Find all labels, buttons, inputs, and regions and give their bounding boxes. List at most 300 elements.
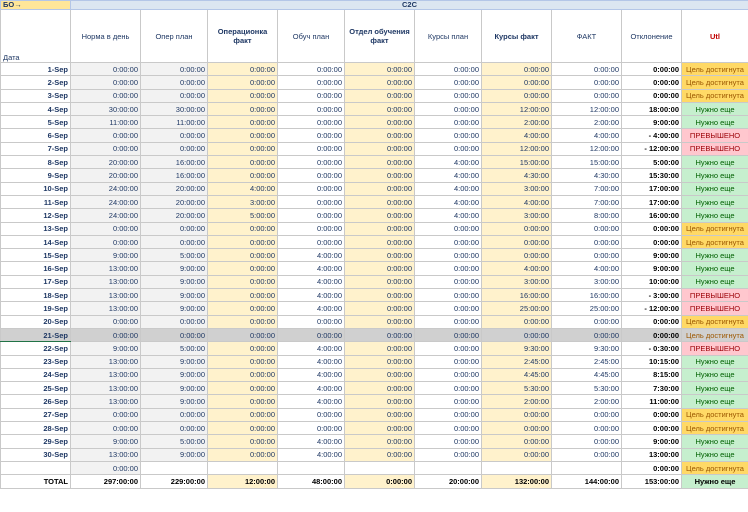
deviation-cell[interactable]: 15:30:00	[622, 169, 682, 182]
status-cell[interactable]: Цель достигнута	[682, 461, 748, 474]
header-train-fact[interactable]: Отдел обучения факт	[345, 10, 415, 63]
fact-cell[interactable]: 0:00:00	[552, 315, 622, 328]
date-cell[interactable]: 17-Sep	[1, 275, 71, 288]
norm-cell[interactable]: 0:00:00	[71, 422, 141, 435]
op-plan-cell[interactable]: 16:00:00	[141, 169, 208, 182]
train-fact-cell[interactable]: 0:00:00	[345, 169, 415, 182]
course-fact-cell[interactable]: 0:00:00	[482, 315, 552, 328]
course-fact-cell[interactable]: 0:00:00	[482, 235, 552, 248]
total-cell[interactable]: 153:00:00	[622, 475, 682, 488]
deviation-cell[interactable]: 8:15:00	[622, 368, 682, 381]
op-plan-cell[interactable]: 30:00:00	[141, 102, 208, 115]
header-norm[interactable]: Норма в день	[71, 10, 141, 63]
norm-cell[interactable]: 0:00:00	[71, 89, 141, 102]
status-cell[interactable]: Нужно еще	[682, 102, 748, 115]
total-cell[interactable]: 297:00:00	[71, 475, 141, 488]
norm-cell[interactable]: 13:00:00	[71, 355, 141, 368]
deviation-cell[interactable]: 0:00:00	[622, 422, 682, 435]
train-plan-cell[interactable]: 4:00:00	[278, 275, 345, 288]
fact-cell[interactable]: 0:00:00	[552, 89, 622, 102]
course-fact-cell[interactable]: 0:00:00	[482, 408, 552, 421]
norm-cell[interactable]: 20:00:00	[71, 156, 141, 169]
norm-cell[interactable]: 9:00:00	[71, 435, 141, 448]
norm-cell[interactable]: 24:00:00	[71, 182, 141, 195]
op-fact-cell[interactable]: 0:00:00	[208, 262, 278, 275]
norm-cell[interactable]: 13:00:00	[71, 289, 141, 302]
train-plan-cell[interactable]: 0:00:00	[278, 76, 345, 89]
op-plan-cell[interactable]: 5:00:00	[141, 435, 208, 448]
course-plan-cell[interactable]: 0:00:00	[415, 328, 482, 341]
train-plan-cell[interactable]: 0:00:00	[278, 129, 345, 142]
train-fact-cell[interactable]: 0:00:00	[345, 355, 415, 368]
course-fact-cell[interactable]: 0:00:00	[482, 89, 552, 102]
train-fact-cell[interactable]: 0:00:00	[345, 249, 415, 262]
op-plan-cell[interactable]: 0:00:00	[141, 408, 208, 421]
status-cell[interactable]: ПРЕВЫШЕНО	[682, 142, 748, 155]
fact-cell[interactable]: 25:00:00	[552, 302, 622, 315]
course-plan-cell[interactable]: 0:00:00	[415, 235, 482, 248]
course-plan-cell[interactable]: 0:00:00	[415, 395, 482, 408]
date-cell[interactable]: 24-Sep	[1, 368, 71, 381]
fact-cell[interactable]: 0:00:00	[552, 222, 622, 235]
train-fact-cell[interactable]: 0:00:00	[345, 262, 415, 275]
course-fact-cell[interactable]: 2:00:00	[482, 116, 552, 129]
course-fact-cell[interactable]: 2:45:00	[482, 355, 552, 368]
op-fact-cell[interactable]: 0:00:00	[208, 169, 278, 182]
header-course-fact[interactable]: Курсы факт	[482, 10, 552, 63]
header-fact[interactable]: ФАКТ	[552, 10, 622, 63]
course-plan-cell[interactable]: 0:00:00	[415, 368, 482, 381]
op-fact-cell[interactable]: 0:00:00	[208, 435, 278, 448]
deviation-cell[interactable]: 9:00:00	[622, 435, 682, 448]
norm-cell[interactable]: 13:00:00	[71, 368, 141, 381]
deviation-cell[interactable]: 0:00:00	[622, 89, 682, 102]
date-cell[interactable]: 8-Sep	[1, 156, 71, 169]
norm-cell[interactable]: 11:00:00	[71, 116, 141, 129]
train-plan-cell[interactable]: 4:00:00	[278, 395, 345, 408]
norm-cell[interactable]: 0:00:00	[71, 408, 141, 421]
course-fact-cell[interactable]: 0:00:00	[482, 249, 552, 262]
train-fact-cell[interactable]: 0:00:00	[345, 408, 415, 421]
op-plan-cell[interactable]: 16:00:00	[141, 156, 208, 169]
course-fact-cell[interactable]: 4:45:00	[482, 368, 552, 381]
fact-cell[interactable]: 7:00:00	[552, 195, 622, 208]
total-cell[interactable]: 144:00:00	[552, 475, 622, 488]
course-plan-cell[interactable]: 0:00:00	[415, 142, 482, 155]
op-fact-cell[interactable]: 0:00:00	[208, 63, 278, 76]
header-train-plan[interactable]: Обуч план	[278, 10, 345, 63]
header-deviation[interactable]: Отклонение	[622, 10, 682, 63]
status-cell[interactable]: Нужно еще	[682, 169, 748, 182]
train-plan-cell[interactable]: 4:00:00	[278, 368, 345, 381]
op-plan-cell[interactable]: 9:00:00	[141, 355, 208, 368]
total-cell[interactable]: 132:00:00	[482, 475, 552, 488]
course-fact-cell[interactable]: 4:00:00	[482, 195, 552, 208]
fact-cell[interactable]: 16:00:00	[552, 289, 622, 302]
deviation-cell[interactable]: 16:00:00	[622, 209, 682, 222]
op-fact-cell[interactable]: 0:00:00	[208, 89, 278, 102]
fact-cell[interactable]: 2:45:00	[552, 355, 622, 368]
course-plan-cell[interactable]: 0:00:00	[415, 262, 482, 275]
total-cell[interactable]: 48:00:00	[278, 475, 345, 488]
course-plan-cell[interactable]: 0:00:00	[415, 63, 482, 76]
course-plan-cell[interactable]: 0:00:00	[415, 355, 482, 368]
course-fact-cell[interactable]: 16:00:00	[482, 289, 552, 302]
op-fact-cell[interactable]: 0:00:00	[208, 235, 278, 248]
op-plan-cell[interactable]: 0:00:00	[141, 315, 208, 328]
total-cell[interactable]: 0:00:00	[345, 475, 415, 488]
date-cell[interactable]: 7-Sep	[1, 142, 71, 155]
norm-cell[interactable]: 0:00:00	[71, 235, 141, 248]
fact-cell[interactable]: 4:00:00	[552, 262, 622, 275]
date-cell[interactable]: 1-Sep	[1, 63, 71, 76]
fact-cell[interactable]: 4:45:00	[552, 368, 622, 381]
op-fact-cell[interactable]: 0:00:00	[208, 368, 278, 381]
total-cell[interactable]: 12:00:00	[208, 475, 278, 488]
course-fact-cell[interactable]: 0:00:00	[482, 76, 552, 89]
norm-cell[interactable]: 24:00:00	[71, 209, 141, 222]
op-fact-cell[interactable]: 0:00:00	[208, 328, 278, 341]
deviation-cell[interactable]: 0:00:00	[622, 315, 682, 328]
op-plan-cell[interactable]: 9:00:00	[141, 289, 208, 302]
course-fact-cell[interactable]: 25:00:00	[482, 302, 552, 315]
op-fact-cell[interactable]: 0:00:00	[208, 129, 278, 142]
status-cell[interactable]: Нужно еще	[682, 195, 748, 208]
op-fact-cell[interactable]: 0:00:00	[208, 342, 278, 355]
op-plan-cell[interactable]: 20:00:00	[141, 195, 208, 208]
status-cell[interactable]: ПРЕВЫШЕНО	[682, 289, 748, 302]
norm-cell[interactable]: 0:00:00	[71, 63, 141, 76]
op-fact-cell[interactable]: 0:00:00	[208, 395, 278, 408]
op-plan-cell[interactable]: 0:00:00	[141, 422, 208, 435]
date-cell[interactable]: 9-Sep	[1, 169, 71, 182]
train-fact-cell[interactable]: 0:00:00	[345, 63, 415, 76]
course-fact-cell[interactable]: 12:00:00	[482, 142, 552, 155]
deviation-cell[interactable]: 17:00:00	[622, 182, 682, 195]
fact-cell[interactable]: 0:00:00	[552, 448, 622, 461]
train-fact-cell[interactable]: 0:00:00	[345, 209, 415, 222]
op-fact-cell[interactable]: 0:00:00	[208, 275, 278, 288]
norm-cell[interactable]: 13:00:00	[71, 448, 141, 461]
train-plan-cell[interactable]: 0:00:00	[278, 422, 345, 435]
course-plan-cell[interactable]: 0:00:00	[415, 116, 482, 129]
op-fact-cell[interactable]: 0:00:00	[208, 116, 278, 129]
norm-cell[interactable]: 0:00:00	[71, 222, 141, 235]
deviation-cell[interactable]: 0:00:00	[622, 328, 682, 341]
deviation-cell[interactable]: 9:00:00	[622, 116, 682, 129]
fact-cell[interactable]: 5:30:00	[552, 382, 622, 395]
course-plan-cell[interactable]: 0:00:00	[415, 302, 482, 315]
train-plan-cell[interactable]: 0:00:00	[278, 222, 345, 235]
fact-cell[interactable]: 12:00:00	[552, 102, 622, 115]
date-cell[interactable]: 10-Sep	[1, 182, 71, 195]
date-cell[interactable]: 28-Sep	[1, 422, 71, 435]
course-fact-cell[interactable]: 0:00:00	[482, 63, 552, 76]
total-cell[interactable]: 229:00:00	[141, 475, 208, 488]
fact-cell[interactable]: 15:00:00	[552, 156, 622, 169]
total-cell[interactable]: 20:00:00	[415, 475, 482, 488]
norm-cell[interactable]: 0:00:00	[71, 142, 141, 155]
deviation-cell[interactable]: 0:00:00	[622, 235, 682, 248]
norm-cell[interactable]: 0:00:00	[71, 315, 141, 328]
train-fact-cell[interactable]: 0:00:00	[345, 422, 415, 435]
train-fact-cell[interactable]	[345, 461, 415, 474]
header-op-plan[interactable]: Опер план	[141, 10, 208, 63]
train-plan-cell[interactable]: 0:00:00	[278, 209, 345, 222]
course-plan-cell[interactable]: 0:00:00	[415, 129, 482, 142]
course-fact-cell[interactable]: 0:00:00	[482, 222, 552, 235]
train-fact-cell[interactable]: 0:00:00	[345, 315, 415, 328]
op-fact-cell[interactable]: 0:00:00	[208, 156, 278, 169]
status-cell[interactable]: Цель достигнута	[682, 89, 748, 102]
op-fact-cell[interactable]: 5:00:00	[208, 209, 278, 222]
train-fact-cell[interactable]: 0:00:00	[345, 395, 415, 408]
status-cell[interactable]: ПРЕВЫШЕНО	[682, 342, 748, 355]
status-cell[interactable]: Нужно еще	[682, 448, 748, 461]
status-cell[interactable]: Нужно еще	[682, 355, 748, 368]
status-cell[interactable]: Цель достигнута	[682, 63, 748, 76]
train-fact-cell[interactable]: 0:00:00	[345, 222, 415, 235]
train-fact-cell[interactable]: 0:00:00	[345, 129, 415, 142]
train-plan-cell[interactable]: 4:00:00	[278, 355, 345, 368]
course-fact-cell[interactable]: 3:00:00	[482, 209, 552, 222]
section-title[interactable]: C2C	[71, 1, 748, 10]
fact-cell[interactable]: 9:30:00	[552, 342, 622, 355]
train-plan-cell[interactable]: 4:00:00	[278, 249, 345, 262]
op-fact-cell[interactable]: 0:00:00	[208, 289, 278, 302]
status-cell[interactable]: Цель достигнута	[682, 315, 748, 328]
op-fact-cell[interactable]: 0:00:00	[208, 102, 278, 115]
corner-cell[interactable]: БО→	[1, 1, 71, 10]
train-plan-cell[interactable]: 0:00:00	[278, 142, 345, 155]
course-fact-cell[interactable]: 2:00:00	[482, 395, 552, 408]
op-fact-cell[interactable]: 0:00:00	[208, 249, 278, 262]
date-cell[interactable]: 27-Sep	[1, 408, 71, 421]
op-plan-cell[interactable]: 11:00:00	[141, 116, 208, 129]
op-plan-cell[interactable]: 9:00:00	[141, 275, 208, 288]
op-plan-cell[interactable]: 9:00:00	[141, 262, 208, 275]
deviation-cell[interactable]: - 12:00:00	[622, 142, 682, 155]
norm-cell[interactable]: 13:00:00	[71, 382, 141, 395]
op-plan-cell[interactable]: 0:00:00	[141, 76, 208, 89]
deviation-cell[interactable]: 10:15:00	[622, 355, 682, 368]
fact-cell[interactable]: 4:00:00	[552, 129, 622, 142]
norm-cell[interactable]: 13:00:00	[71, 262, 141, 275]
deviation-cell[interactable]: 9:00:00	[622, 262, 682, 275]
status-cell[interactable]: Цель достигнута	[682, 422, 748, 435]
op-plan-cell[interactable]: 20:00:00	[141, 182, 208, 195]
fact-cell[interactable]: 0:00:00	[552, 63, 622, 76]
train-plan-cell[interactable]: 0:00:00	[278, 116, 345, 129]
date-cell[interactable]: 22-Sep	[1, 342, 71, 355]
fact-cell[interactable]: 8:00:00	[552, 209, 622, 222]
course-plan-cell[interactable]: 0:00:00	[415, 89, 482, 102]
train-plan-cell[interactable]: 4:00:00	[278, 262, 345, 275]
header-util[interactable]: Utl	[682, 10, 748, 63]
train-fact-cell[interactable]: 0:00:00	[345, 76, 415, 89]
norm-cell[interactable]: 30:00:00	[71, 102, 141, 115]
train-plan-cell[interactable]: 0:00:00	[278, 235, 345, 248]
fact-cell[interactable]: 4:30:00	[552, 169, 622, 182]
header-course-plan[interactable]: Курсы план	[415, 10, 482, 63]
deviation-cell[interactable]: 0:00:00	[622, 222, 682, 235]
status-cell[interactable]: Нужно еще	[682, 209, 748, 222]
course-plan-cell[interactable]: 0:00:00	[415, 448, 482, 461]
course-plan-cell[interactable]: 4:00:00	[415, 156, 482, 169]
train-plan-cell[interactable]: 0:00:00	[278, 89, 345, 102]
train-fact-cell[interactable]: 0:00:00	[345, 448, 415, 461]
course-fact-cell[interactable]: 9:30:00	[482, 342, 552, 355]
course-plan-cell[interactable]	[415, 461, 482, 474]
course-plan-cell[interactable]: 0:00:00	[415, 249, 482, 262]
deviation-cell[interactable]: 0:00:00	[622, 63, 682, 76]
op-plan-cell[interactable]: 20:00:00	[141, 209, 208, 222]
train-plan-cell[interactable]: 0:00:00	[278, 102, 345, 115]
status-cell[interactable]: Нужно еще	[682, 275, 748, 288]
train-fact-cell[interactable]: 0:00:00	[345, 235, 415, 248]
status-cell[interactable]: Цель достигнута	[682, 235, 748, 248]
train-plan-cell[interactable]: 4:00:00	[278, 289, 345, 302]
status-cell[interactable]: ПРЕВЫШЕНО	[682, 302, 748, 315]
date-cell[interactable]: 30-Sep	[1, 448, 71, 461]
course-plan-cell[interactable]: 0:00:00	[415, 435, 482, 448]
deviation-cell[interactable]: 0:00:00	[622, 408, 682, 421]
status-cell[interactable]: Нужно еще	[682, 382, 748, 395]
status-cell[interactable]: Нужно еще	[682, 249, 748, 262]
total-status[interactable]: Нужно еще	[682, 475, 748, 488]
op-plan-cell[interactable]: 9:00:00	[141, 302, 208, 315]
course-fact-cell[interactable]: 0:00:00	[482, 435, 552, 448]
op-plan-cell[interactable]: 9:00:00	[141, 382, 208, 395]
fact-cell[interactable]: 2:00:00	[552, 116, 622, 129]
course-fact-cell[interactable]: 15:00:00	[482, 156, 552, 169]
date-cell[interactable]: 14-Sep	[1, 235, 71, 248]
date-cell[interactable]: 26-Sep	[1, 395, 71, 408]
fact-cell[interactable]: 0:00:00	[552, 408, 622, 421]
status-cell[interactable]: ПРЕВЫШЕНО	[682, 129, 748, 142]
norm-cell[interactable]: 13:00:00	[71, 395, 141, 408]
train-fact-cell[interactable]: 0:00:00	[345, 435, 415, 448]
train-plan-cell[interactable]	[278, 461, 345, 474]
date-cell[interactable]: 20-Sep	[1, 315, 71, 328]
op-plan-cell[interactable]: 5:00:00	[141, 342, 208, 355]
op-plan-cell[interactable]: 0:00:00	[141, 63, 208, 76]
deviation-cell[interactable]: 0:00:00	[622, 461, 682, 474]
op-plan-cell[interactable]: 9:00:00	[141, 368, 208, 381]
train-plan-cell[interactable]: 0:00:00	[278, 169, 345, 182]
course-plan-cell[interactable]: 0:00:00	[415, 76, 482, 89]
norm-cell[interactable]: 0:00:00	[71, 461, 141, 474]
course-plan-cell[interactable]: 4:00:00	[415, 195, 482, 208]
norm-cell[interactable]: 13:00:00	[71, 302, 141, 315]
fact-cell[interactable]: 0:00:00	[552, 422, 622, 435]
train-plan-cell[interactable]: 4:00:00	[278, 342, 345, 355]
op-fact-cell[interactable]: 0:00:00	[208, 302, 278, 315]
op-fact-cell[interactable]: 0:00:00	[208, 142, 278, 155]
train-fact-cell[interactable]: 0:00:00	[345, 328, 415, 341]
norm-cell[interactable]: 20:00:00	[71, 169, 141, 182]
norm-cell[interactable]: 0:00:00	[71, 328, 141, 341]
op-fact-cell[interactable]	[208, 461, 278, 474]
op-fact-cell[interactable]: 0:00:00	[208, 382, 278, 395]
course-fact-cell[interactable]	[482, 461, 552, 474]
op-plan-cell[interactable]	[141, 461, 208, 474]
date-cell[interactable]: 11-Sep	[1, 195, 71, 208]
op-plan-cell[interactable]: 0:00:00	[141, 142, 208, 155]
deviation-cell[interactable]: 10:00:00	[622, 275, 682, 288]
course-plan-cell[interactable]: 0:00:00	[415, 342, 482, 355]
deviation-cell[interactable]: 11:00:00	[622, 395, 682, 408]
train-fact-cell[interactable]: 0:00:00	[345, 302, 415, 315]
course-plan-cell[interactable]: 0:00:00	[415, 289, 482, 302]
deviation-cell[interactable]: - 3:00:00	[622, 289, 682, 302]
op-fact-cell[interactable]: 0:00:00	[208, 315, 278, 328]
date-cell[interactable]: 3-Sep	[1, 89, 71, 102]
course-fact-cell[interactable]: 5:30:00	[482, 382, 552, 395]
norm-cell[interactable]: 24:00:00	[71, 195, 141, 208]
course-plan-cell[interactable]: 0:00:00	[415, 222, 482, 235]
op-plan-cell[interactable]: 0:00:00	[141, 89, 208, 102]
op-fact-cell[interactable]: 4:00:00	[208, 182, 278, 195]
norm-cell[interactable]: 0:00:00	[71, 76, 141, 89]
fact-cell[interactable]	[552, 461, 622, 474]
train-fact-cell[interactable]: 0:00:00	[345, 382, 415, 395]
train-fact-cell[interactable]: 0:00:00	[345, 368, 415, 381]
train-fact-cell[interactable]: 0:00:00	[345, 156, 415, 169]
header-op-fact[interactable]: Операционка факт	[208, 10, 278, 63]
deviation-cell[interactable]: 17:00:00	[622, 195, 682, 208]
date-cell[interactable]: 6-Sep	[1, 129, 71, 142]
deviation-cell[interactable]: - 0:30:00	[622, 342, 682, 355]
norm-cell[interactable]: 0:00:00	[71, 129, 141, 142]
deviation-cell[interactable]: - 4:00:00	[622, 129, 682, 142]
train-plan-cell[interactable]: 0:00:00	[278, 156, 345, 169]
date-cell[interactable]: 21-Sep	[1, 328, 71, 341]
course-plan-cell[interactable]: 0:00:00	[415, 275, 482, 288]
deviation-cell[interactable]: 7:30:00	[622, 382, 682, 395]
course-fact-cell[interactable]: 0:00:00	[482, 422, 552, 435]
date-cell[interactable]: 12-Sep	[1, 209, 71, 222]
status-cell[interactable]: Нужно еще	[682, 156, 748, 169]
status-cell[interactable]: Цель достигнута	[682, 408, 748, 421]
course-fact-cell[interactable]: 3:00:00	[482, 275, 552, 288]
course-fact-cell[interactable]: 4:00:00	[482, 129, 552, 142]
train-fact-cell[interactable]: 0:00:00	[345, 342, 415, 355]
status-cell[interactable]: Нужно еще	[682, 395, 748, 408]
train-plan-cell[interactable]: 0:00:00	[278, 182, 345, 195]
status-cell[interactable]: Цель достигнута	[682, 222, 748, 235]
course-plan-cell[interactable]: 4:00:00	[415, 209, 482, 222]
status-cell[interactable]: Нужно еще	[682, 116, 748, 129]
op-fact-cell[interactable]: 0:00:00	[208, 422, 278, 435]
op-fact-cell[interactable]: 0:00:00	[208, 355, 278, 368]
status-cell[interactable]: Цель достигнута	[682, 76, 748, 89]
fact-cell[interactable]: 12:00:00	[552, 142, 622, 155]
deviation-cell[interactable]: - 12:00:00	[622, 302, 682, 315]
op-fact-cell[interactable]: 0:00:00	[208, 222, 278, 235]
norm-cell[interactable]: 13:00:00	[71, 275, 141, 288]
train-fact-cell[interactable]: 0:00:00	[345, 195, 415, 208]
train-fact-cell[interactable]: 0:00:00	[345, 116, 415, 129]
status-cell[interactable]: Цель достигнута	[682, 328, 748, 341]
date-cell[interactable]: 29-Sep	[1, 435, 71, 448]
status-cell[interactable]: Нужно еще	[682, 262, 748, 275]
course-plan-cell[interactable]: 4:00:00	[415, 182, 482, 195]
date-cell[interactable]: 5-Sep	[1, 116, 71, 129]
deviation-cell[interactable]: 5:00:00	[622, 156, 682, 169]
op-fact-cell[interactable]: 0:00:00	[208, 76, 278, 89]
train-plan-cell[interactable]: 0:00:00	[278, 328, 345, 341]
